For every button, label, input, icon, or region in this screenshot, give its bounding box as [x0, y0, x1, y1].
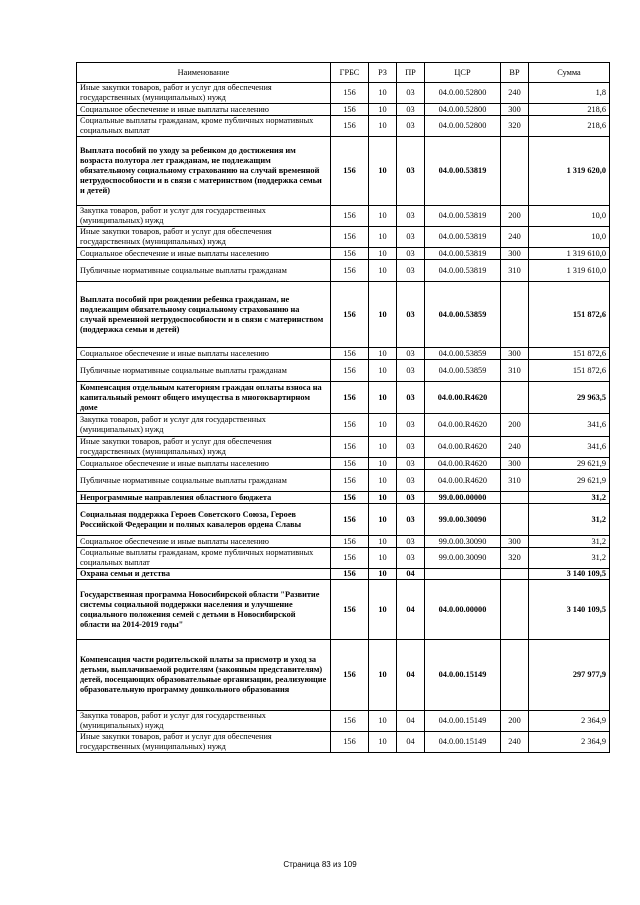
cell-pr: 03 — [397, 360, 425, 382]
cell-csr: 04.0.00.53859 — [425, 360, 501, 382]
cell-vr: 240 — [501, 227, 529, 248]
cell-vr: 310 — [501, 260, 529, 282]
cell-rz: 10 — [369, 206, 397, 227]
cell-csr: 04.0.00.52800 — [425, 104, 501, 116]
cell-rz: 10 — [369, 640, 397, 711]
cell-name: Государственная программа Новосибирской области "Развитие системы социальной поддержки населения и улучшение социального положения семей с детьми в Новосибирской области на 2014-2019 годы" — [77, 580, 331, 640]
cell-vr: 300 — [501, 104, 529, 116]
table-header-row — [77, 63, 610, 83]
cell-pr: 04 — [397, 711, 425, 732]
cell-name: Иные закупки товаров, работ и услуг для обеспечения государственных (муниципальных) нужд — [77, 83, 331, 104]
cell-grbs: 156 — [331, 282, 369, 348]
cell-grbs: 156 — [331, 548, 369, 569]
header-name: Наименование — [77, 63, 331, 83]
cell-name: Закупка товаров, работ и услуг для государственных (муниципальных) нужд — [77, 414, 331, 437]
header-csr: ЦСР — [425, 63, 501, 83]
cell-vr: 200 — [501, 711, 529, 732]
cell-csr: 04.0.00.53819 — [425, 227, 501, 248]
cell-name: Иные закупки товаров, работ и услуг для обеспечения государственных (муниципальных) нужд — [77, 732, 331, 753]
cell-sum: 2 364,9 — [529, 711, 610, 732]
cell-vr — [501, 382, 529, 414]
table-row — [77, 260, 610, 282]
cell-pr: 03 — [397, 137, 425, 206]
header-grbs: ГРБС — [331, 63, 369, 83]
cell-grbs: 156 — [331, 580, 369, 640]
cell-sum: 29 621,9 — [529, 458, 610, 470]
cell-pr: 03 — [397, 492, 425, 504]
cell-pr: 03 — [397, 83, 425, 104]
table-row — [77, 711, 610, 732]
header-sum: Сумма — [529, 63, 610, 83]
cell-rz: 10 — [369, 732, 397, 753]
cell-grbs: 156 — [331, 492, 369, 504]
cell-sum: 31,2 — [529, 504, 610, 536]
cell-sum: 1 319 620,0 — [529, 137, 610, 206]
cell-vr: 300 — [501, 348, 529, 360]
cell-name: Социальная поддержка Героев Советского Союза, Героев Российской Федерации и полных кавалеров ордена Славы — [77, 504, 331, 536]
cell-grbs: 156 — [331, 83, 369, 104]
table-row — [77, 492, 610, 504]
cell-name: Социальные выплаты гражданам, кроме публичных нормативных социальных выплат — [77, 116, 331, 137]
cell-sum: 29 621,9 — [529, 470, 610, 492]
cell-vr: 200 — [501, 414, 529, 437]
cell-vr — [501, 580, 529, 640]
table-row — [77, 569, 610, 580]
cell-rz: 10 — [369, 580, 397, 640]
cell-sum: 31,2 — [529, 492, 610, 504]
cell-vr: 240 — [501, 83, 529, 104]
cell-pr: 03 — [397, 116, 425, 137]
cell-sum: 151 872,6 — [529, 348, 610, 360]
cell-grbs: 156 — [331, 437, 369, 458]
cell-sum: 297 977,9 — [529, 640, 610, 711]
cell-vr — [501, 640, 529, 711]
cell-csr: 04.0.00.52800 — [425, 116, 501, 137]
cell-csr: 99.0.00.30090 — [425, 536, 501, 548]
cell-rz: 10 — [369, 227, 397, 248]
cell-sum: 1 319 610,0 — [529, 260, 610, 282]
table-row — [77, 414, 610, 437]
cell-grbs: 156 — [331, 504, 369, 536]
cell-name: Публичные нормативные социальные выплаты гражданам — [77, 470, 331, 492]
budget-table — [76, 62, 610, 753]
cell-grbs: 156 — [331, 470, 369, 492]
table-row — [77, 458, 610, 470]
cell-pr: 04 — [397, 580, 425, 640]
cell-csr: 04.0.00.53859 — [425, 348, 501, 360]
cell-name: Социальные выплаты гражданам, кроме публичных нормативных социальных выплат — [77, 548, 331, 569]
cell-csr: 04.0.00.53819 — [425, 248, 501, 260]
cell-pr: 03 — [397, 282, 425, 348]
cell-grbs: 156 — [331, 640, 369, 711]
table-row — [77, 137, 610, 206]
cell-name: Социальное обеспечение и иные выплаты населению — [77, 348, 331, 360]
cell-csr: 04.0.00.53819 — [425, 260, 501, 282]
table-row — [77, 536, 610, 548]
cell-rz: 10 — [369, 360, 397, 382]
cell-csr: 04.0.00.R4620 — [425, 458, 501, 470]
cell-pr: 03 — [397, 104, 425, 116]
cell-rz: 10 — [369, 711, 397, 732]
cell-grbs: 156 — [331, 348, 369, 360]
cell-csr: 04.0.00.52800 — [425, 83, 501, 104]
cell-csr: 04.0.00.53819 — [425, 206, 501, 227]
table-row — [77, 437, 610, 458]
cell-name: Выплата пособий при рождении ребенка гражданам, не подлежащим обязательному социальному страхованию на случай временной нетрудоспособности и в связи с материнством (поддержка семьи и детей) — [77, 282, 331, 348]
cell-rz: 10 — [369, 116, 397, 137]
cell-sum: 151 872,6 — [529, 282, 610, 348]
cell-pr: 03 — [397, 382, 425, 414]
cell-pr: 04 — [397, 569, 425, 580]
cell-csr: 04.0.00.R4620 — [425, 382, 501, 414]
cell-vr: 320 — [501, 548, 529, 569]
cell-grbs: 156 — [331, 732, 369, 753]
cell-rz: 10 — [369, 470, 397, 492]
cell-csr: 99.0.00.30090 — [425, 548, 501, 569]
cell-name: Социальное обеспечение и иные выплаты населению — [77, 104, 331, 116]
cell-rz: 10 — [369, 569, 397, 580]
table-body — [77, 83, 610, 753]
cell-grbs: 156 — [331, 116, 369, 137]
table-row — [77, 732, 610, 753]
cell-sum: 341,6 — [529, 414, 610, 437]
cell-pr: 03 — [397, 348, 425, 360]
cell-rz: 10 — [369, 548, 397, 569]
table-row — [77, 104, 610, 116]
cell-pr: 03 — [397, 536, 425, 548]
cell-rz: 10 — [369, 260, 397, 282]
cell-grbs: 156 — [331, 711, 369, 732]
cell-rz: 10 — [369, 536, 397, 548]
table-row — [77, 548, 610, 569]
cell-csr: 04.0.00.R4620 — [425, 437, 501, 458]
cell-sum: 29 963,5 — [529, 382, 610, 414]
cell-vr — [501, 137, 529, 206]
table-row — [77, 83, 610, 104]
cell-csr: 04.0.00.53819 — [425, 137, 501, 206]
table-row — [77, 206, 610, 227]
cell-name: Публичные нормативные социальные выплаты гражданам — [77, 360, 331, 382]
cell-sum: 10,0 — [529, 227, 610, 248]
cell-pr: 03 — [397, 548, 425, 569]
cell-sum: 31,2 — [529, 548, 610, 569]
table-row — [77, 360, 610, 382]
cell-grbs: 156 — [331, 414, 369, 437]
cell-sum: 341,6 — [529, 437, 610, 458]
cell-name: Социальное обеспечение и иные выплаты населению — [77, 536, 331, 548]
cell-csr: 04.0.00.15149 — [425, 640, 501, 711]
cell-name: Иные закупки товаров, работ и услуг для обеспечения государственных (муниципальных) нужд — [77, 437, 331, 458]
table-row — [77, 348, 610, 360]
cell-sum: 1 319 610,0 — [529, 248, 610, 260]
cell-sum: 10,0 — [529, 206, 610, 227]
table-row — [77, 227, 610, 248]
cell-pr: 04 — [397, 732, 425, 753]
cell-pr: 03 — [397, 470, 425, 492]
cell-name: Закупка товаров, работ и услуг для государственных (муниципальных) нужд — [77, 711, 331, 732]
cell-vr — [501, 492, 529, 504]
cell-name: Выплата пособий по уходу за ребенком до достижения им возраста полутора лет гражданам, не подлежащим обязательному социальному страхованию на случай временной нетрудоспособности и в связи с материнством (поддержка семьи и детей) — [77, 137, 331, 206]
table-row — [77, 504, 610, 536]
cell-csr: 04.0.00.00000 — [425, 580, 501, 640]
cell-pr: 03 — [397, 458, 425, 470]
cell-pr: 03 — [397, 260, 425, 282]
cell-rz: 10 — [369, 83, 397, 104]
cell-csr: 04.0.00.R4620 — [425, 470, 501, 492]
cell-pr: 03 — [397, 227, 425, 248]
cell-grbs: 156 — [331, 104, 369, 116]
cell-rz: 10 — [369, 248, 397, 260]
cell-grbs: 156 — [331, 137, 369, 206]
cell-pr: 03 — [397, 437, 425, 458]
cell-grbs: 156 — [331, 227, 369, 248]
cell-csr: 99.0.00.00000 — [425, 492, 501, 504]
page-number: Страница 83 из 109 — [283, 860, 357, 869]
cell-csr: 04.0.00.15149 — [425, 711, 501, 732]
cell-sum: 31,2 — [529, 536, 610, 548]
cell-csr: 04.0.00.R4620 — [425, 414, 501, 437]
cell-pr: 03 — [397, 504, 425, 536]
cell-pr: 03 — [397, 414, 425, 437]
cell-rz: 10 — [369, 137, 397, 206]
cell-name: Закупка товаров, работ и услуг для государственных (муниципальных) нужд — [77, 206, 331, 227]
cell-rz: 10 — [369, 492, 397, 504]
header-rz: РЗ — [369, 63, 397, 83]
table-row — [77, 470, 610, 492]
cell-rz: 10 — [369, 414, 397, 437]
cell-grbs: 156 — [331, 260, 369, 282]
table-row — [77, 282, 610, 348]
cell-rz: 10 — [369, 282, 397, 348]
cell-grbs: 156 — [331, 569, 369, 580]
cell-sum: 218,6 — [529, 104, 610, 116]
cell-name: Компенсация части родительской платы за присмотр и уход за детьми, выплачиваемой родителям (законным представителям) детей, посещающих образовательные организации, реализующие образовательную программу дошкольного образования — [77, 640, 331, 711]
header-vr: ВР — [501, 63, 529, 83]
cell-rz: 10 — [369, 104, 397, 116]
cell-sum: 3 140 109,5 — [529, 580, 610, 640]
cell-vr — [501, 504, 529, 536]
cell-vr: 200 — [501, 206, 529, 227]
cell-vr: 320 — [501, 116, 529, 137]
cell-vr: 300 — [501, 248, 529, 260]
cell-grbs: 156 — [331, 360, 369, 382]
cell-name: Иные закупки товаров, работ и услуг для обеспечения государственных (муниципальных) нужд — [77, 227, 331, 248]
cell-name: Публичные нормативные социальные выплаты гражданам — [77, 260, 331, 282]
cell-sum: 3 140 109,5 — [529, 569, 610, 580]
cell-rz: 10 — [369, 348, 397, 360]
cell-rz: 10 — [369, 382, 397, 414]
cell-grbs: 156 — [331, 248, 369, 260]
cell-grbs: 156 — [331, 206, 369, 227]
header-pr: ПР — [397, 63, 425, 83]
cell-sum: 151 872,6 — [529, 360, 610, 382]
table-row — [77, 640, 610, 711]
cell-name: Социальное обеспечение и иные выплаты населению — [77, 458, 331, 470]
cell-name: Непрограммные направления областного бюджета — [77, 492, 331, 504]
cell-csr: 04.0.00.15149 — [425, 732, 501, 753]
table-row — [77, 248, 610, 260]
cell-vr: 310 — [501, 470, 529, 492]
cell-rz: 10 — [369, 437, 397, 458]
cell-csr: 99.0.00.30090 — [425, 504, 501, 536]
cell-pr: 04 — [397, 640, 425, 711]
cell-name: Охрана семьи и детства — [77, 569, 331, 580]
cell-pr: 03 — [397, 206, 425, 227]
cell-grbs: 156 — [331, 458, 369, 470]
cell-vr: 300 — [501, 536, 529, 548]
cell-vr: 240 — [501, 732, 529, 753]
cell-vr: 300 — [501, 458, 529, 470]
cell-csr — [425, 569, 501, 580]
cell-pr: 03 — [397, 248, 425, 260]
cell-vr: 240 — [501, 437, 529, 458]
cell-vr — [501, 569, 529, 580]
cell-csr: 04.0.00.53859 — [425, 282, 501, 348]
cell-rz: 10 — [369, 504, 397, 536]
cell-sum: 1,8 — [529, 83, 610, 104]
cell-sum: 2 364,9 — [529, 732, 610, 753]
cell-grbs: 156 — [331, 382, 369, 414]
cell-name: Компенсация отдельным категориям граждан оплаты взноса на капитальный ремонт общего имущества в многоквартирном доме — [77, 382, 331, 414]
cell-vr — [501, 282, 529, 348]
cell-name: Социальное обеспечение и иные выплаты населению — [77, 248, 331, 260]
cell-grbs: 156 — [331, 536, 369, 548]
cell-vr: 310 — [501, 360, 529, 382]
cell-sum: 218,6 — [529, 116, 610, 137]
table-row — [77, 382, 610, 414]
table-row — [77, 116, 610, 137]
cell-rz: 10 — [369, 458, 397, 470]
table-row — [77, 580, 610, 640]
